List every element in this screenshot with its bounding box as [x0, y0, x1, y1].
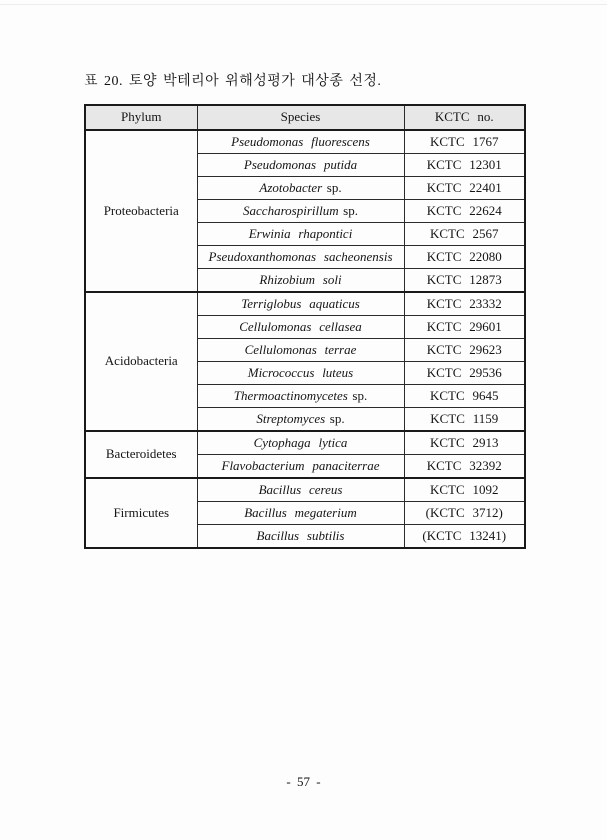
species-name: Micrococcus luteus — [247, 364, 354, 380]
species-name: Pseudomonas putida — [243, 156, 358, 172]
species-cell — [197, 455, 404, 479]
species-cell — [197, 525, 404, 549]
scan-edge-line — [0, 4, 607, 5]
species-cell — [197, 502, 404, 525]
species-cell — [197, 408, 404, 432]
species-cell — [197, 316, 404, 339]
kctc-cell: KCTC 1767 — [404, 130, 525, 154]
species-cell — [197, 177, 404, 200]
kctc-cell: KCTC 12873 — [404, 269, 525, 293]
species-cell — [197, 385, 404, 408]
species-name: Cellulomonas terrae — [244, 341, 357, 357]
species-suffix: sp. — [329, 410, 345, 426]
kctc-cell: (KCTC 3712) — [404, 502, 525, 525]
species-table — [84, 104, 526, 549]
species-name: Bacillus subtilis — [256, 527, 345, 543]
species-name: Bacillus cereus — [258, 481, 343, 497]
table-row — [85, 478, 525, 502]
kctc-cell: KCTC 22080 — [404, 246, 525, 269]
phylum-cell-firmicutes: Firmicutes — [85, 478, 197, 548]
kctc-cell: KCTC 22624 — [404, 200, 525, 223]
species-name: Pseudoxanthomonas sacheonensis — [208, 248, 393, 264]
species-cell — [197, 339, 404, 362]
header-phylum: Phylum — [85, 105, 197, 130]
table-header-row — [85, 105, 525, 130]
species-name: Flavobacterium panaciterrae — [221, 457, 380, 473]
kctc-cell: KCTC 29601 — [404, 316, 525, 339]
species-name: Azotobacter — [259, 179, 323, 195]
kctc-cell: KCTC 12301 — [404, 154, 525, 177]
species-name: Erwinia rhapontici — [248, 225, 353, 241]
kctc-cell: KCTC 2567 — [404, 223, 525, 246]
species-cell — [197, 269, 404, 293]
kctc-cell: KCTC 29623 — [404, 339, 525, 362]
species-cell — [197, 362, 404, 385]
species-name: Streptomyces — [256, 410, 326, 426]
phylum-cell-acidobacteria: Acidobacteria — [85, 292, 197, 431]
table-row — [85, 130, 525, 154]
kctc-cell: (KCTC 13241) — [404, 525, 525, 549]
species-cell — [197, 130, 404, 154]
species-cell — [197, 200, 404, 223]
kctc-cell: KCTC 1092 — [404, 478, 525, 502]
kctc-cell: KCTC 9645 — [404, 385, 525, 408]
species-cell — [197, 154, 404, 177]
species-cell — [197, 478, 404, 502]
page-number: - 57 - — [286, 774, 321, 789]
species-cell — [197, 292, 404, 316]
species-name: Bacillus megaterium — [244, 504, 357, 520]
species-suffix: sp. — [352, 387, 368, 403]
table-row — [85, 292, 525, 316]
species-name: Terriglobus aquaticus — [241, 295, 360, 311]
phylum-cell-bacteroidetes: Bacteroidetes — [85, 431, 197, 478]
kctc-cell: KCTC 23332 — [404, 292, 525, 316]
phylum-cell-proteobacteria: Proteobacteria — [85, 130, 197, 292]
kctc-cell: KCTC 2913 — [404, 431, 525, 455]
species-suffix: sp. — [343, 202, 358, 218]
species-name: Pseudomonas fluorescens — [231, 133, 370, 149]
header-species: Species — [197, 105, 404, 130]
table-caption: 표 20. 토양 박테리아 위해성평가 대상종 선정. — [84, 74, 382, 89]
table-row — [85, 431, 525, 455]
species-cell — [197, 246, 404, 269]
kctc-cell: KCTC 29536 — [404, 362, 525, 385]
species-name: Saccharospirillum — [243, 202, 339, 218]
species-name: Cytophaga lytica — [253, 434, 348, 450]
kctc-cell: KCTC 22401 — [404, 177, 525, 200]
species-name: Rhizobium soli — [259, 271, 342, 287]
header-kctc: KCTC no. — [404, 105, 525, 130]
species-name: Thermoactinomycetes — [233, 387, 348, 403]
species-suffix: sp. — [326, 179, 342, 195]
species-cell — [197, 431, 404, 455]
species-name: Cellulomonas cellasea — [239, 318, 362, 334]
species-cell — [197, 223, 404, 246]
kctc-cell: KCTC 1159 — [404, 408, 525, 432]
kctc-cell: KCTC 32392 — [404, 455, 525, 479]
